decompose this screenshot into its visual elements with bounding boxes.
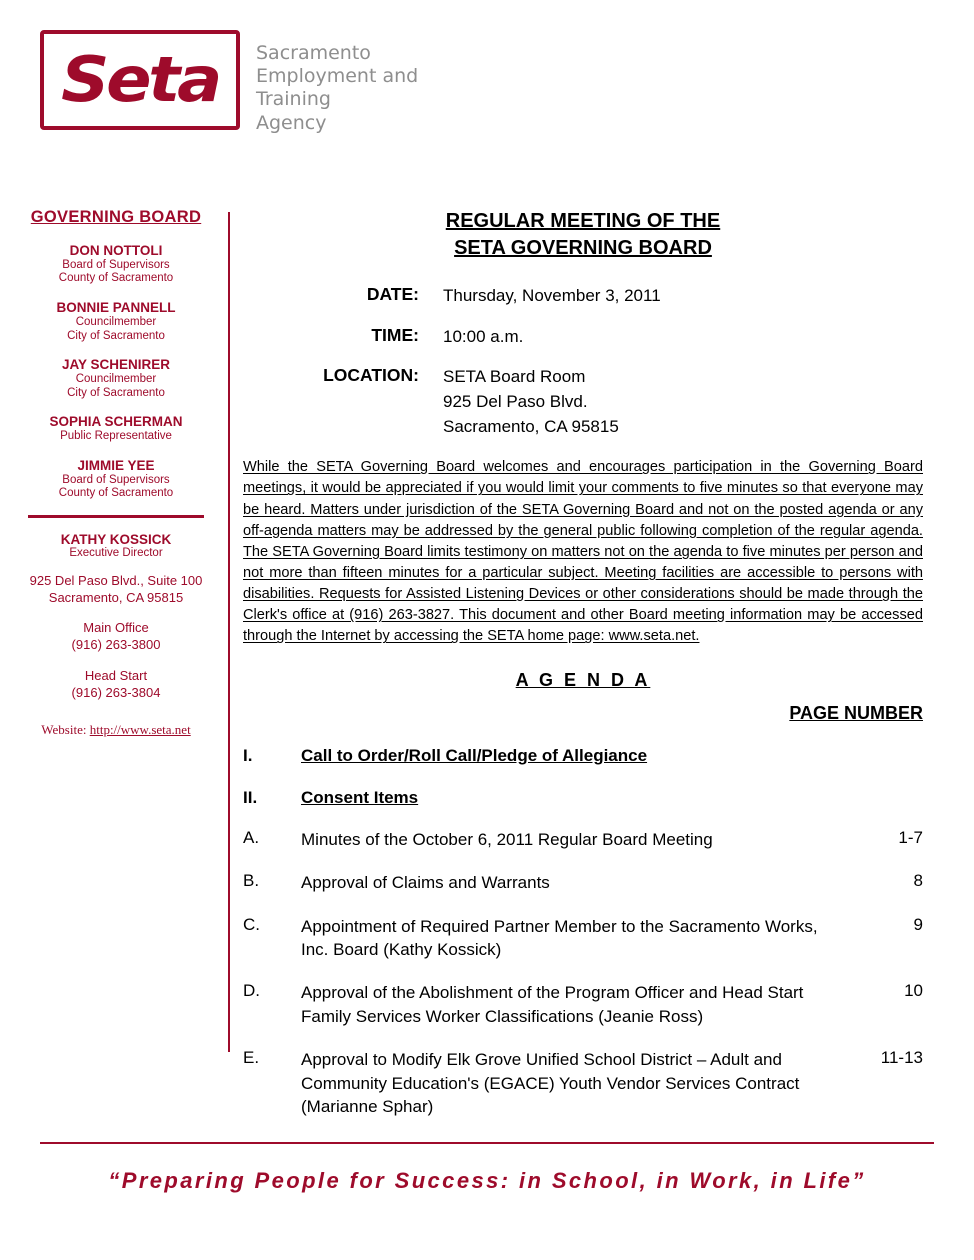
agenda-item-letter: C. [243,914,260,934]
board-member [10,300,222,343]
agenda-item [243,981,923,1028]
head-start-label: Head Start [84,668,148,684]
agenda-item-page: 8 [913,871,923,891]
agenda-item-letter: E. [243,1048,260,1068]
org-line-3: Training [256,88,331,111]
address-line-2: Sacramento, CA 95815 [48,589,184,605]
location-value [443,365,619,439]
agenda-item-text: Approval of Claims and Warrants [301,873,550,893]
meeting-date-row [243,284,923,309]
board-member-name: SOPHIA SCHERMAN [49,414,183,430]
organization-name [256,42,418,135]
board-member-jurisdiction: County of Sacramento [58,487,174,500]
main-office-phone [10,620,222,654]
board-member-role: Board of Supervisors [62,473,170,486]
board-member-jurisdiction: City of Sacramento [67,386,165,399]
sidebar [10,208,222,738]
meeting-time-row [243,325,923,350]
website-label: Website: [41,722,90,738]
agenda-item-text: Minutes of the October 6, 2011 Regular Board Meeting [301,829,713,849]
agenda-section [243,746,923,766]
executive-director-name: KATHY KOSSICK [60,531,172,547]
location-line-3: Sacramento, CA 95815 [443,416,619,436]
board-member [10,357,222,400]
org-line-4: Agency [256,111,327,134]
logo-wordmark: Seta [61,43,219,116]
main-content [243,208,923,1119]
executive-director-title: Executive Director [69,546,163,559]
head-start-number: (916) 263-3804 [71,685,161,701]
website-row [10,722,222,738]
agenda-item-page: 11-13 [880,1048,923,1068]
agenda-section-number: II. [243,787,258,807]
footer-divider [40,1142,934,1144]
main-office-number: (916) 263-3800 [71,637,161,653]
meeting-title-line-1: REGULAR MEETING OF THE [445,210,721,232]
agenda-item [243,871,923,894]
board-member-name: JAY SCHENIRER [61,357,171,373]
location-line-1: SETA Board Room [443,367,586,387]
page-title [243,208,923,262]
board-member-role: Board of Supervisors [62,258,170,271]
board-member [10,458,222,501]
agenda-section-title: Call to Order/Roll Call/Pledge of Allegiance [301,745,648,765]
agenda-item-letter: A. [243,827,260,847]
agenda-item [243,1048,923,1118]
footer-tagline: “Preparing People for Success: in School, in Work, in Life” [108,1168,866,1193]
meeting-location-row [243,365,923,439]
board-member [10,243,222,286]
agenda-item-page: 10 [904,981,923,1001]
board-member-jurisdiction: City of Sacramento [67,329,165,342]
head-start-phone [10,668,222,702]
board-member-name: BONNIE PANNELL [56,300,176,316]
agenda-item-letter: D. [243,981,260,1001]
page-number-column-heading: PAGE NUMBER [789,702,923,723]
date-value: Thursday, November 3, 2011 [443,286,661,305]
agenda-item-text: Appointment of Required Partner Member to the Sacramento Works, Inc. Board (Kathy Kossick) [301,916,818,959]
agenda-item-page: 1-7 [898,827,923,847]
address-line-1: 925 Del Paso Blvd., Suite 100 [29,572,203,588]
agenda-section-title: Consent Items [301,787,419,807]
agenda-section [243,788,923,808]
agenda-item-page: 9 [913,914,923,934]
agenda-heading: A G E N D A [515,669,651,690]
location-line-2: 925 Del Paso Blvd. [443,391,588,411]
board-member-role: Councilmember [75,373,157,386]
date-label: DATE: [366,284,419,304]
agenda-item [243,915,923,962]
agenda-item [243,828,923,851]
board-member-role: Councilmember [75,315,157,328]
logo-box [40,30,240,130]
board-member-name: DON NOTTOLI [69,243,163,258]
time-label: TIME: [371,324,419,345]
organization-logo [40,30,418,135]
agenda-item-text: Approval to Modify Elk Grove Unified School District – Adult and Community Education's (EGACE) Youth Vendor Services Contract (Marianne Sphar) [301,1050,800,1117]
agenda-section-number: I. [243,745,253,765]
board-member-jurisdiction: County of Sacramento [58,272,174,285]
board-member-name: JIMMIE YEE [77,457,155,473]
location-label: LOCATION: [323,365,419,386]
main-office-label: Main Office [83,620,149,636]
agenda-item-letter: B. [243,871,260,891]
website-link[interactable]: http://www.seta.net [89,722,191,738]
sidebar-heading: GOVERNING BOARD [30,208,202,226]
sidebar-divider [28,515,204,518]
time-value: 10:00 a.m. [443,326,524,346]
org-line-2: Employment and [256,65,419,88]
public-participation-notice: While the SETA Governing Board welcomes and encourages participation in the Governing Board meetings, it would be appreciated if you would limit your comments to five minutes so that everyone may be heard. Matters under jurisdiction of the SETA Governing Board and not on the posted agenda or any off-agenda matters may be addressed by the general public following completion of the regular agenda. The SETA Governing Board limits testimony on matters not on the agenda to five minutes per person and not more than fifteen minutes for a particular subject. Meeting facilities are accessible to persons with disabilities. Requests for Assisted Listening Devices or other considerations should be made through the Clerk's office at (916) 263-3827. This document and other Board meeting information may be accessed through the Internet by accessing the SETA home page: www.seta.net. [243,459,923,645]
vertical-divider [228,212,230,1052]
board-member [10,414,222,443]
board-member-role: Public Representative [60,430,172,443]
agenda-item-text: Approval of the Abolishment of the Program Officer and Head Start Family Services Worker Classifications (Jeanie Ross) [301,983,804,1026]
meeting-title-line-2: SETA GOVERNING BOARD [454,237,712,259]
org-line-1: Sacramento [256,42,371,64]
